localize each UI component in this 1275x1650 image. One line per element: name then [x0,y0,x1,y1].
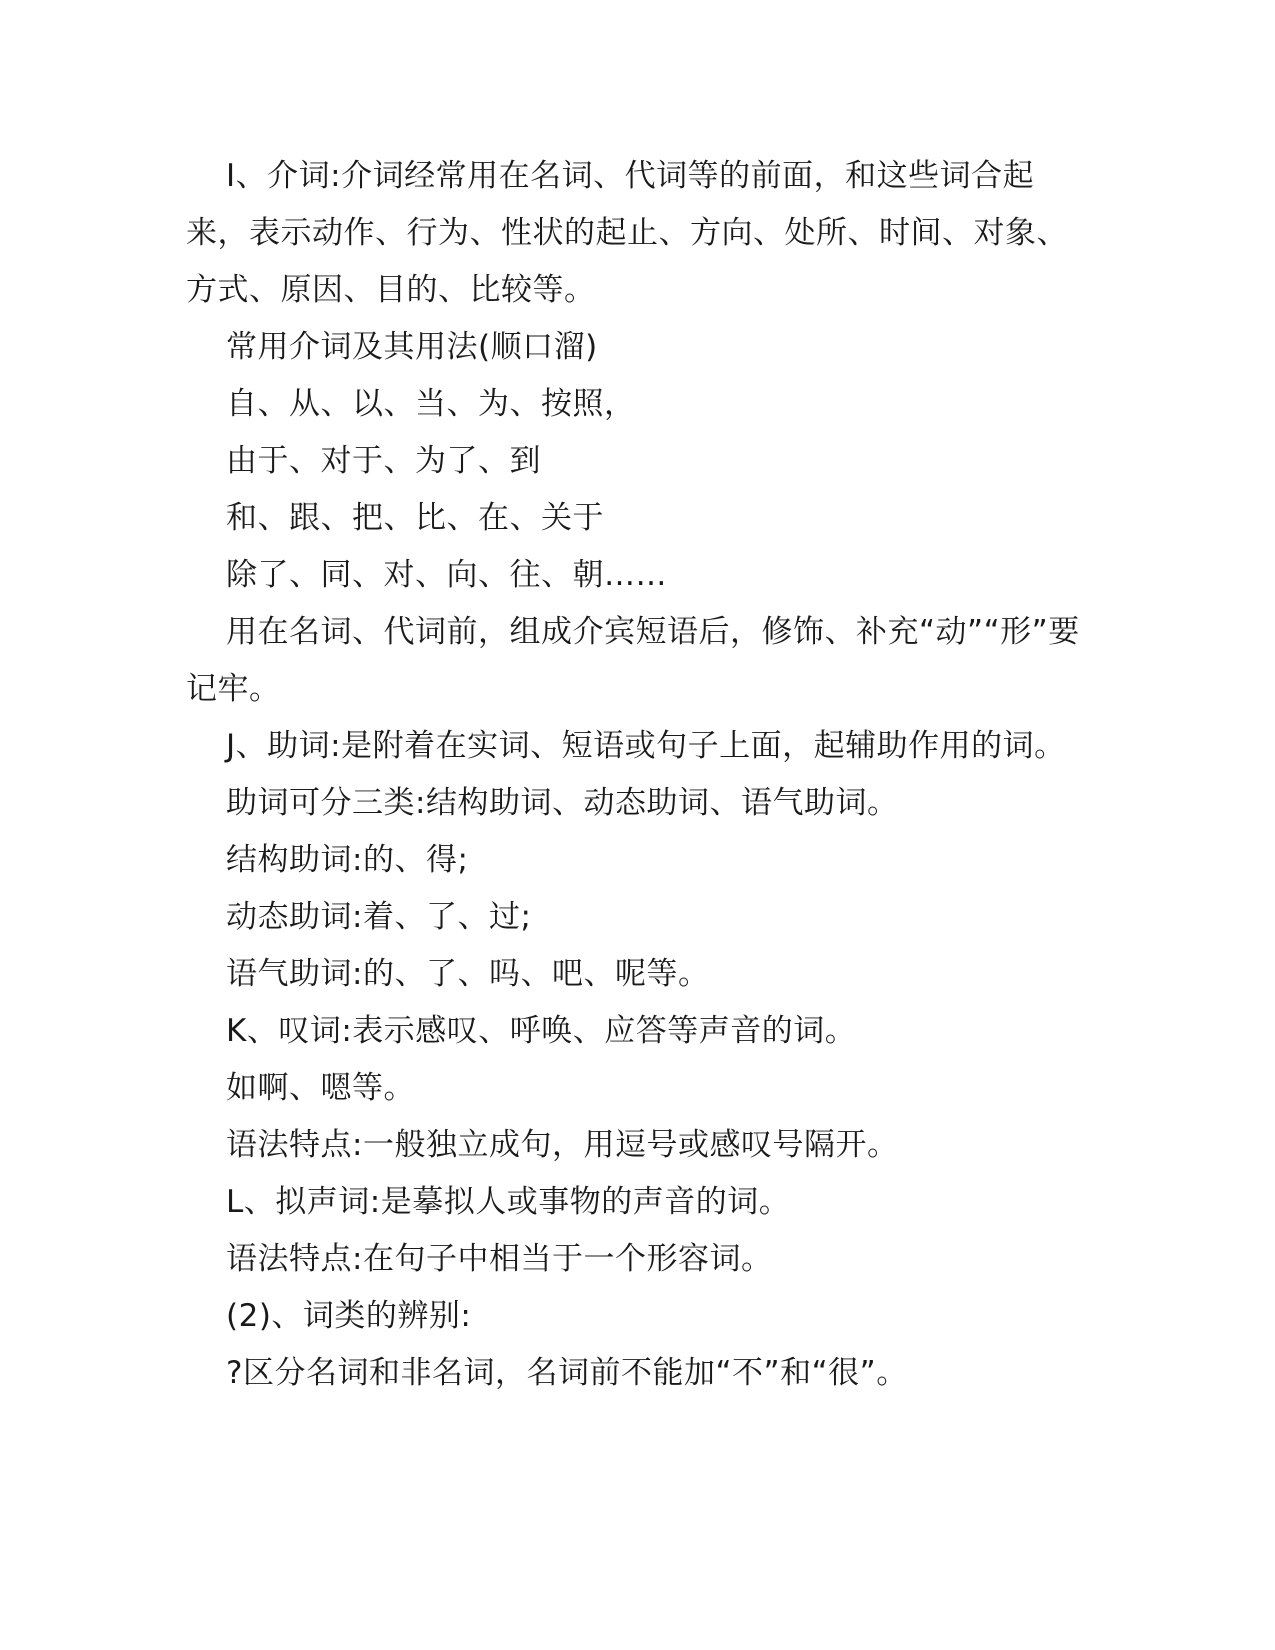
paragraph-modal-auxiliary: 语气助词:的、了、吗、吧、呢等。 [226,956,710,992]
paragraph-interjection-examples: 如啊、嗯等。 [226,1070,415,1106]
paragraph-interjection-grammar: 语法特点:一般独立成句，用逗号或感叹号隔开。 [226,1127,899,1163]
paragraph-onomatopoeia-definition: L、拟声词:是摹拟人或事物的声音的词。 [226,1184,791,1220]
paragraph-rhyme-line-1: 自、从、以、当、为、按照， [226,386,636,422]
paragraph-preposition-definition: I、介词:介词经常用在名词、代词等的前面，和这些词合起来，表示动作、行为、性状的起止、方向、处所、时间、对象、方式、原因、目的、比较等。 [186,158,1068,308]
paragraph-structural-auxiliary: 结构助词:的、得; [226,842,469,878]
paragraph-preposition-rhyme-title: 常用介词及其用法(顺口溜) [226,329,598,365]
paragraph-rhyme-line-5: 用在名词、代词前，组成介宾短语后，修饰、补充“动”“形”要记牢。 [186,614,1080,707]
paragraph-word-class-distinction-heading: (2)、词类的辨别: [226,1298,472,1334]
paragraph-rhyme-line-4: 除了、同、对、向、往、朝…… [226,557,667,593]
paragraph-auxiliary-types: 助词可分三类:结构助词、动态助词、语气助词。 [226,785,899,821]
paragraph-onomatopoeia-grammar: 语法特点:在句子中相当于一个形容词。 [226,1241,773,1277]
paragraph-interjection-definition: K、叹词:表示感叹、呼唤、应答等声音的词。 [226,1013,857,1049]
paragraph-auxiliary-definition: J、助词:是附着在实词、短语或句子上面，起辅助作用的词。 [226,728,1066,764]
paragraph-noun-distinction: ?区分名词和非名词，名词前不能加“不”和“很”。 [226,1355,908,1391]
document-page [186,148,1086,1402]
paragraph-aspect-auxiliary: 动态助词:着、了、过; [226,899,532,935]
paragraph-rhyme-line-3: 和、跟、把、比、在、关于 [226,500,604,536]
paragraph-rhyme-line-2: 由于、对于、为了、到 [226,443,541,479]
